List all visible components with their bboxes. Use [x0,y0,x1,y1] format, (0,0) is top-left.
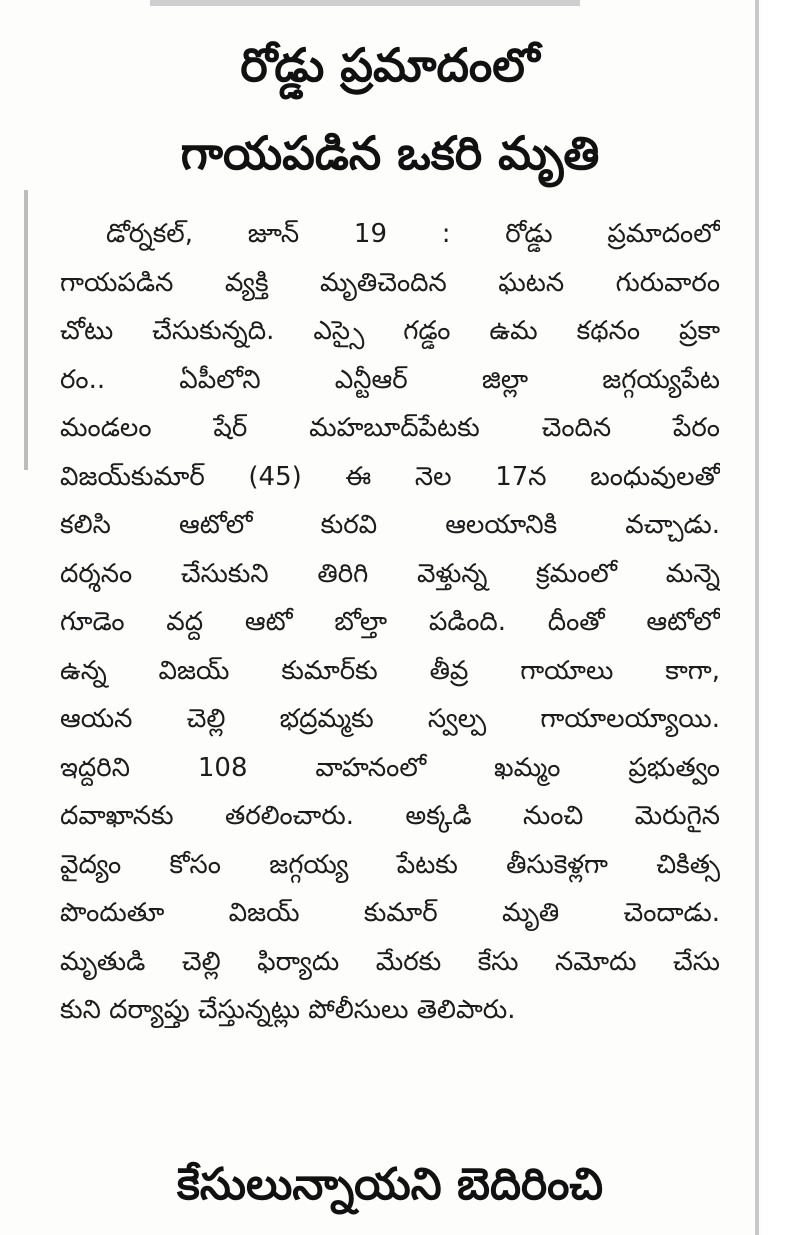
body-line: పొందుతూ విజయ్ కుమార్ మృతి చెందాడు. [60,898,720,928]
article-body [60,210,720,1035]
body-line: దవాఖానకు తరలించారు. అక్కడి నుంచి మెరుగైన [60,801,720,831]
page-margin [762,0,800,1235]
body-line: చోటు చేసుకున్నది. ఎస్సై గడ్డం ఉమ కథనం ప్రకా [60,316,720,346]
column-rule [24,190,28,470]
column-border [755,0,759,1235]
body-line: కలిసి ఆటోలో కురవి ఆలయానికి వచ్చాడు. [60,510,720,540]
headline-line-1: రోడ్డు ప్రమాదంలో [240,38,540,92]
body-line: గాయపడిన వ్యక్తి మృతిచెందిన ఘటన గురువారం [60,267,720,298]
body-line: డోర్నకల్, జూన్ 19 : రోడ్డు ప్రమాదంలో [106,219,720,249]
body-line: ఉన్న విజయ్ కుమార్‌కు తీవ్ర గాయాలు కాగా, [60,655,720,686]
body-line: గూడెం వద్ద ఆటో బోల్తా పడింది. దీంతో ఆటోలో [60,607,720,637]
body-line: విజయ్‌కుమార్ (45) ఈ నెల 17న బంధువులతో [60,461,720,492]
body-line: రం.. ఏపీలోని ఎన్టీఆర్ జిల్లా జగ్గయ్యపేట [60,364,720,395]
body-line: కుని దర్యాప్తు చేస్తున్నట్లు పోలీసులు తెలిపారు. [60,995,516,1025]
body-line: ఇద్దరిని 108 వాహనంలో ఖమ్మం ప్రభుత్వం [60,752,720,783]
body-line: ఆయన చెల్లి భద్రమ్మకు స్వల్ప గాయాలయ్యాయి. [60,704,720,734]
body-line: మండలం షేర్ మహబూద్‌పేటకు చెందిన పేరం [60,413,720,443]
body-line: వైద్యం కోసం జగ్గయ్య పేటకు తీసుకెళ్లగా చికిత్స [60,849,720,880]
headline-line-2: గాయపడిన ఒకరి మృతి [180,126,600,180]
body-line: దర్శనం చేసుకుని తిరిగి వెళ్తున్న క్రమంలో మన్నె [60,558,720,589]
next-article-headline: కేసులున్నాయని బెదిరించి [176,1159,604,1210]
body-line: మృతుడి చెల్లి ఫిర్యాదు మేరకు కేసు నమోదు చేసు [60,946,720,977]
top-rule [150,0,580,6]
